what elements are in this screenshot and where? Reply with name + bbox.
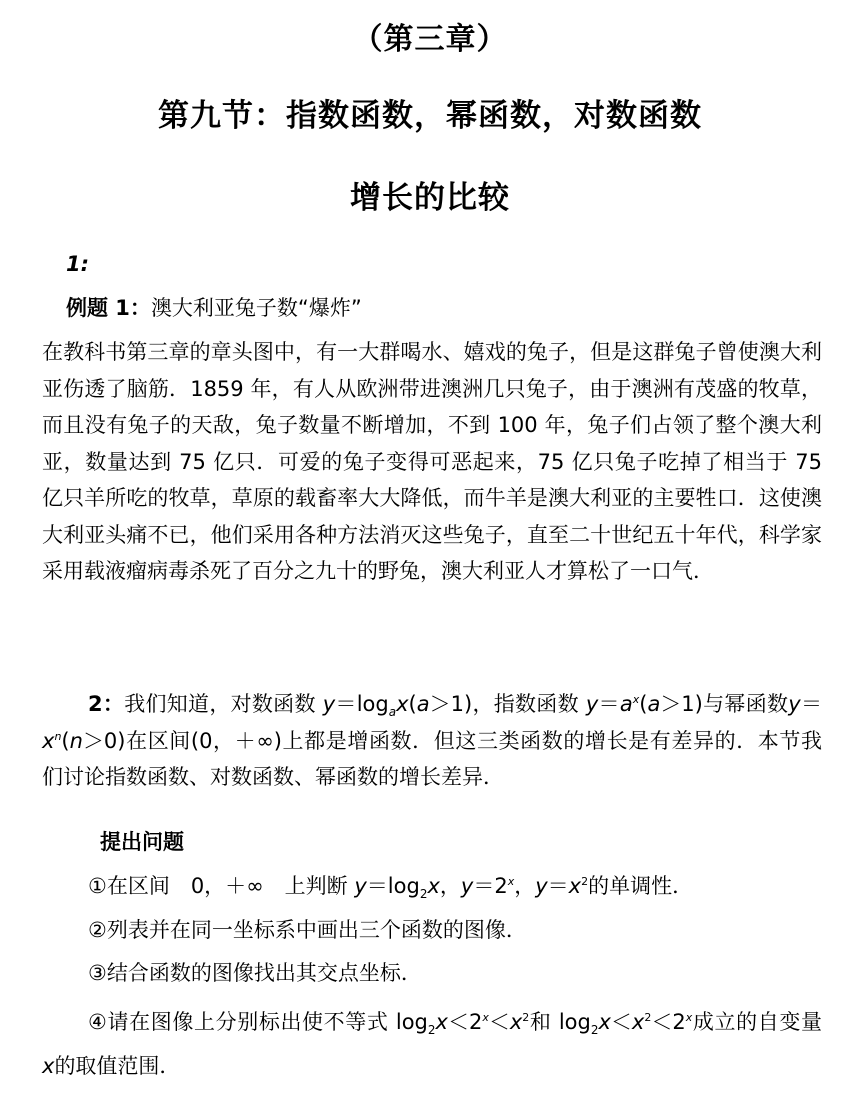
section-subtitle: 增长的比较 xyxy=(350,180,510,216)
part-1-marker: 1: xyxy=(66,252,90,276)
part-2-marker: 2： xyxy=(88,692,125,716)
example-title: 澳大利亚兔子数“爆炸” xyxy=(150,296,362,320)
example-paragraph: 在教科书第三章的章头图中，有一大群喝水、嬉戏的兔子，但是这群兔子曾使澳大利亚伤透了脑筋．1859 年，有人从欧洲带进澳洲几只兔子，由于澳洲有茂盛的牧草，而且没有兔子的天敌，兔子数量不断增加，不到 100 年，兔子们占领了整个澳大利亚，数量达到 75 亿只．可爱的兔子变得可恶起来，75 亿只兔子吃掉了相当于 75 亿只羊所吃的牧草，草原的载畜率大大降低，而牛羊是澳大利亚的主要牲口．这使澳大利亚头痛不已，他们采用各种方法消灭这些兔子，直至二十世纪五十年代，科学家采用载液瘤病毒杀死了百分之九十的野兔，澳大利亚人才算松了一口气． xyxy=(42,340,822,583)
questions-heading: 提出问题 xyxy=(100,830,184,854)
section-title: 第九节：指数函数，幂函数，对数函数 xyxy=(158,98,702,134)
example-heading xyxy=(66,292,362,322)
question-2: ②列表并在同一坐标系中画出三个函数的图像． xyxy=(88,918,527,942)
question-4: ④请在图像上分别标出使不等式 $\log_2x<2^x<x^2$和 $\log_2x<x^2<2^x$成立的自变量 x的取值范围． xyxy=(42,1010,822,1078)
example-label: 例题 1： xyxy=(66,296,151,320)
question-3: ③结合函数的图像找出其交点坐标． xyxy=(88,961,422,985)
intro-paragraph: 2：我们知道，对数函数 $y=\log_ax(a>1)$，指数函数 $y=a^x(a>1)$与幂函数$y=x^n(n>0)$在区间(0，＋∞)上都是增函数．但这三类函数的增长是有差异的．本节我们讨论指数函数、对数函数、幂函数的增长差异． xyxy=(42,692,823,789)
chapter-heading: （第三章） xyxy=(352,22,508,57)
question-1: ①在区间 0，＋∞ 上判断 $y=\log_2x$，$y=2^x$，$y=x^2$的单调性． xyxy=(88,874,694,902)
